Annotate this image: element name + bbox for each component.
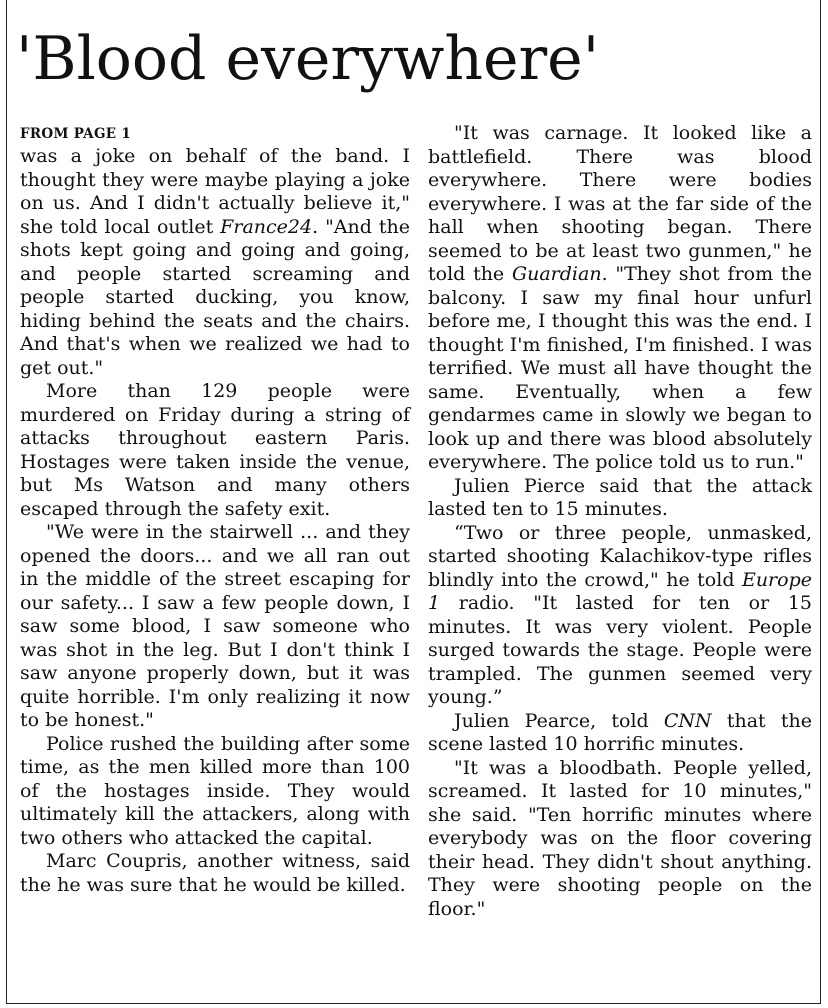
paragraph: Police rushed the building after some time, as the men killed more than 100 of the hostages inside. They would ultimately kill the attackers, along with two others who attacked the capital. xyxy=(20,732,410,849)
paragraph: was a joke on behalf of the band. I thought they were maybe playing a joke on us. And I didn't actually believe it," she told local outlet France24. "And the shots kept going and going and going, and people started screaming and people started ducking, you know, hiding behind the seats and the chairs. And that's when we realized we had to get out." xyxy=(20,145,410,379)
right-column xyxy=(428,122,812,921)
paragraph: "It was carnage. It looked like a battlefield. There was blood everywhere. There were bodies everywhere. I was at the far side of the hall when shooting began. There seemed to be at least two gunmen," he told the Guardian. "They shot from the balcony. I saw my final hour unfurl before me, I thought this was the end. I thought I'm finished, I'm finished. I was terrified. We must all have thought the same. Eventually, when a few gendarmes came in slowly we began to look up and there was blood absolutely everywhere. The police told us to run." xyxy=(428,122,812,473)
headline: 'Blood everywhere' xyxy=(16,24,600,94)
paragraph: Julien Pierce said that the attack lasted ten to 15 minutes. xyxy=(428,474,812,520)
outlet-name: CNN xyxy=(663,709,712,732)
paragraph: Marc Coupris, another witness, said the he was sure that he would be killed. xyxy=(20,850,410,896)
paragraph: More than 129 people were murdered on Friday during a string of attacks throughout eastern Paris. Hostages were taken inside the venue, but Ms Watson and many others escaped through the safety exit. xyxy=(20,380,410,520)
continued-from-label: FROM PAGE 1 xyxy=(20,126,132,142)
paragraph: Julien Pearce, told CNN that the scene lasted 10 horrific minutes. xyxy=(428,709,812,755)
paragraph: “Two or three people, unmasked, started shooting Kalachikov-type rifles blindly into the crowd," he told Europe 1 radio. "It lasted for ten or 15 minutes. It was very violent. People surged towards the stage. People were trampled. The gunmen seemed very young.” xyxy=(428,521,812,708)
outlet-name: France24 xyxy=(220,215,313,238)
paragraph: "It was a bloodbath. People yelled, screamed. It lasted for 10 minutes," she said. "Ten horrific minutes where everybody was on the floor covering their head. They didn't shout anything. They were shooting people on the floor." xyxy=(428,756,812,920)
left-column xyxy=(20,145,410,897)
outlet-name: Guardian xyxy=(511,263,602,285)
outlet-name: Europe 1 xyxy=(428,568,812,614)
paragraph: "We were in the stairwell ... and they opened the doors... and we all ran out in the middle of the street escaping for our safety... I saw a few people down, I saw some blood, I saw someone who was shot in the leg. But I don't think I saw anyone properly down, but it was quite horrible. I'm only realizing it now to be honest." xyxy=(20,521,410,731)
bottom-rule xyxy=(6,1003,821,1004)
